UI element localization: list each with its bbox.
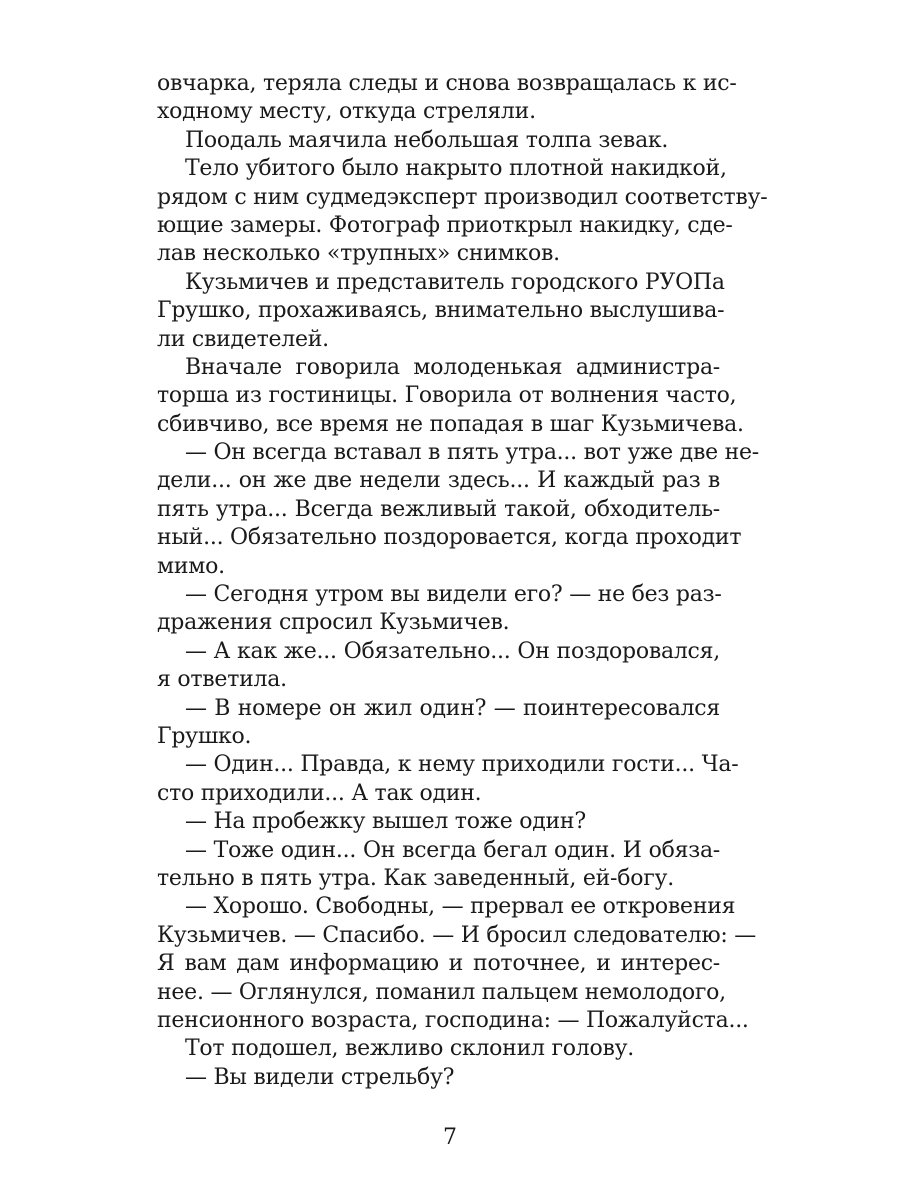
text-line: ющие замеры. Фотограф приоткрыл накидку, сде- (157, 212, 733, 238)
text-line: я ответила. (157, 667, 287, 693)
text-line: торша из гостиницы. Говорила от волнения часто, (157, 383, 737, 409)
text-line: Грушко. (157, 723, 252, 749)
text-line: Тело убитого было накрыто плотной накидкой, (185, 156, 727, 182)
text-line: Тот подошел, вежливо склонил голову. (185, 1036, 635, 1062)
text-line: сбивчиво, все время не попадая в шаг Кузьмичева. (157, 411, 744, 437)
text-line: пять утра... Всегда вежливый такой, обходитель- (157, 496, 720, 522)
text-line: рядом с ним судмедэксперт производил соответству- (157, 184, 768, 210)
text-line: — Один... Правда, к нему приходили гости... Ча- (185, 752, 739, 778)
text-line: сто приходили... А так один. (157, 780, 482, 806)
text-line: дражения спросил Кузьмичев. (157, 610, 510, 636)
text-line: дели... он же две недели здесь... И каждый раз в (157, 468, 720, 494)
text-line: Вначале говорила молоденькая администра- (185, 354, 720, 380)
text-line: нее. — Оглянулся, поманил пальцем немолодого, (157, 979, 726, 1005)
text-line: Я вам дам информацию и поточнее, и интерес- (157, 951, 720, 977)
text-line: — Тоже один... Он всегда бегал один. И обяза- (185, 837, 720, 863)
text-line: ходному месту, откуда стреляли. (157, 99, 536, 125)
text-line: лав несколько «трупных» снимков. (157, 241, 560, 267)
text-line: ный... Обязательно поздоровается, когда проходит (157, 525, 742, 551)
text-line: Поодаль маячила небольшая толпа зевак. (185, 127, 669, 153)
text-line: Грушко, прохаживаясь, внимательно выслушива- (157, 298, 725, 324)
text-line: — Хорошо. Свободны, — прервал ее откровения (185, 894, 736, 920)
text-line: Кузьмичев. — Спасибо. — И бросил следователю: — (157, 922, 757, 948)
body-text (157, 70, 768, 1092)
text-line: пенсионного возраста, господина: — Пожалуйста... (157, 1007, 749, 1033)
text-line: — На пробежку вышел тоже один? (185, 809, 586, 835)
text-line: — Вы видели стрельбу? (185, 1064, 455, 1090)
text-line: овчарка, теряла следы и снова возвращалась к ис- (157, 71, 737, 96)
text-line: — Сегодня утром вы видели его? — не без раз- (185, 582, 722, 608)
page-number: 7 (443, 1125, 457, 1150)
text-line: — А как же... Обязательно... Он поздоровался, (185, 638, 720, 664)
text-line: Кузьмичев и представитель городского РУОПа (185, 269, 725, 295)
text-line: — В номере он жил один? — поинтересовался (185, 695, 720, 721)
text-line: тельно в пять утра. Как заведенный, ей-богу. (157, 865, 674, 891)
text-line: — Он всегда вставал в пять утра... вот уже две не- (185, 440, 759, 466)
text-line: ли свидетелей. (157, 326, 329, 352)
text-line: мимо. (157, 553, 225, 579)
